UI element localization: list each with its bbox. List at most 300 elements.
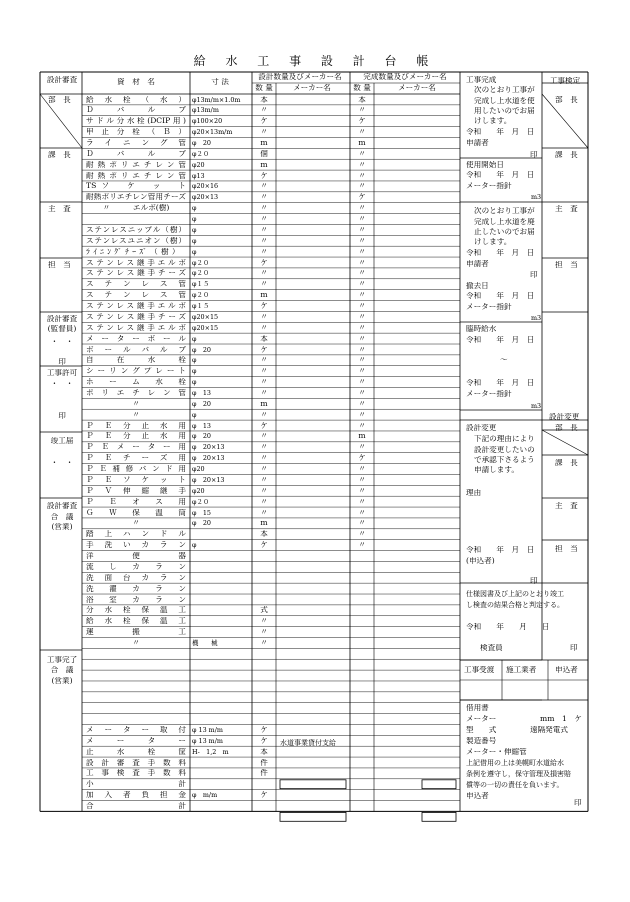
material-dimension: φ bbox=[192, 378, 197, 387]
design-unit: 〃 bbox=[260, 215, 268, 224]
material-name: 分 水 栓 保 温 工 bbox=[86, 606, 186, 615]
design-unit: 〃 bbox=[260, 454, 268, 463]
change-text-1: 下記の理由により bbox=[474, 435, 535, 443]
material-name: 〃 エルボ(樹) bbox=[102, 204, 170, 213]
left-permit-dots: ・ ・ bbox=[50, 380, 74, 388]
material-name: 洗 面 台 カ ラ ン bbox=[86, 573, 186, 582]
header-done-qty: 数 量 bbox=[353, 84, 371, 92]
material-name: Ｐ Ｅ 分 止 水 用 bbox=[86, 421, 186, 430]
design-unit: ケ bbox=[260, 541, 268, 550]
loan-seal: 印 bbox=[574, 799, 582, 807]
header-dimension: 寸 法 bbox=[211, 78, 229, 86]
done-unit: 〃 bbox=[358, 541, 366, 550]
design-unit: ケ bbox=[260, 117, 268, 126]
material-name: Ｐ Ｅ ソ ケ ッ ト bbox=[86, 475, 186, 484]
change-reason: 理由 bbox=[466, 489, 482, 497]
material-name: ス テ ン レ ス 管 bbox=[86, 291, 186, 300]
material-name: 踏 上 ハ ン ド ル bbox=[86, 530, 186, 539]
material-dimension: φ 13 m/m bbox=[192, 736, 223, 745]
material-dimension: φ13m/m×1.0m bbox=[192, 95, 241, 104]
left-permit: 工事許可 bbox=[46, 369, 78, 377]
material-name: Ｐ Ｅ 分 止 水 用 bbox=[86, 432, 186, 441]
material-name: Ｐ Ｖ 伸 縮 継 手 bbox=[86, 486, 186, 495]
material-name: 甲 止 分 栓 （ Ｂ ） bbox=[86, 128, 186, 137]
header-design-qty: 数 量 bbox=[255, 84, 273, 92]
loan-note-1: 上記借用の上は美幌町水道給水 bbox=[466, 759, 564, 767]
material-dimension: φ 20 bbox=[192, 345, 211, 354]
done-applicant: 申請者 bbox=[466, 139, 489, 147]
left-review2-l1: 設計審査 bbox=[46, 315, 78, 323]
design-unit: 〃 bbox=[260, 356, 268, 365]
change-date: 令和 年 月 日 bbox=[466, 546, 535, 554]
header-done-maker: メーカー名 bbox=[398, 84, 436, 92]
design-unit: 〃 bbox=[260, 128, 268, 137]
material-name: メ ー タ ー ボ ー ル bbox=[86, 334, 186, 343]
left-bucho: 部 長 bbox=[48, 96, 71, 104]
material-name: 運 搬 工 bbox=[86, 628, 186, 637]
design-unit: 〃 bbox=[260, 269, 268, 278]
temp-tilde: ～ bbox=[500, 356, 508, 364]
done-unit: m bbox=[358, 432, 366, 441]
material-dimension: φ20×13m/m bbox=[192, 128, 233, 137]
contractor-label: 施工業者 bbox=[506, 666, 537, 674]
material-name: メ ー タ ー 取 付 bbox=[86, 725, 186, 734]
design-unit: 〃 bbox=[260, 247, 268, 256]
design-unit: 〃 bbox=[260, 225, 268, 234]
material-dimension: φ bbox=[192, 247, 197, 256]
left-complete-l1: 工事完了 bbox=[46, 656, 78, 664]
design-unit: m bbox=[260, 138, 268, 147]
material-name: Ｐ Ｅ オ ス 用 bbox=[86, 497, 186, 506]
done-unit: 〃 bbox=[358, 334, 366, 343]
stop-text-1: 次のとおり工事が bbox=[474, 207, 535, 215]
done-unit: 〃 bbox=[358, 486, 366, 495]
change-text-2: 設計変更したいの bbox=[474, 446, 535, 454]
material-name: ＰＥ補修バンド用 bbox=[86, 465, 186, 474]
material-dimension: φ 20×13 bbox=[192, 443, 225, 452]
material-name: 〃 bbox=[132, 410, 140, 419]
design-unit: ケ bbox=[260, 725, 268, 734]
done-unit: 〃 bbox=[358, 128, 366, 137]
removal-meter-reading: メーター指針 bbox=[466, 303, 512, 311]
done-unit: 〃 bbox=[358, 225, 366, 234]
done-unit: ケ bbox=[358, 117, 366, 126]
insp-shusa: 主 査 bbox=[555, 205, 578, 213]
done-unit: 〃 bbox=[358, 399, 366, 408]
material-dimension: φ 13 bbox=[192, 421, 211, 430]
grid-box bbox=[422, 780, 456, 789]
material-name: Ｄ バ ル ブ bbox=[86, 149, 186, 158]
loan-serial: 製造番号 bbox=[466, 737, 497, 745]
done-unit: 〃 bbox=[358, 280, 366, 289]
done-date: 令和 年 月 日 bbox=[466, 128, 535, 136]
inspection-text-1: 仕様図書及び上記のとおり竣工 bbox=[466, 590, 564, 598]
material-dimension: H- 1,2 m bbox=[192, 747, 229, 756]
design-unit: 件 bbox=[260, 758, 268, 767]
design-unit: 個 bbox=[260, 149, 268, 158]
material-dimension: φ 20 bbox=[192, 432, 211, 441]
done-unit: 〃 bbox=[358, 215, 366, 224]
left-completion-report: 竣工届 bbox=[50, 437, 74, 445]
document-title: 給 水 工 事 設 計 台 帳 bbox=[193, 54, 437, 68]
material-name: ステンレス継手エルボ bbox=[86, 302, 186, 311]
design-unit: 件 bbox=[260, 769, 268, 778]
design-unit: 〃 bbox=[260, 106, 268, 115]
material-name: 小 計 bbox=[86, 780, 186, 789]
material-dimension: φ 15 bbox=[192, 508, 211, 517]
stop-seal: 印 bbox=[530, 271, 538, 279]
design-unit: m bbox=[260, 291, 268, 300]
material-dimension: φ 13 bbox=[192, 388, 211, 397]
done-unit: 〃 bbox=[358, 378, 366, 387]
loan-title: 借用書 bbox=[466, 704, 489, 712]
design-unit: 〃 bbox=[260, 410, 268, 419]
design-unit: 〃 bbox=[260, 388, 268, 397]
done-text-1: 次のとおり工事が bbox=[474, 86, 535, 94]
material-dimension: φ bbox=[192, 541, 197, 550]
removal-date-value: 令和 年 月 日 bbox=[466, 292, 535, 300]
change-applicant: (申込者) bbox=[466, 557, 495, 565]
header-design-review: 設計審査 bbox=[46, 76, 78, 84]
done-unit: 〃 bbox=[358, 182, 366, 191]
material-dimension: φ bbox=[192, 410, 197, 419]
stop-text-2: 完成し上水道を廃 bbox=[474, 218, 535, 226]
done-text-2: 完成し上水道を使 bbox=[474, 97, 535, 105]
design-unit: 〃 bbox=[260, 236, 268, 245]
material-name: 工 事 検 査 手 数 料 bbox=[86, 769, 186, 778]
design-unit: 〃 bbox=[260, 312, 268, 321]
material-dimension: φ13m/m bbox=[192, 106, 219, 115]
done-unit: 〃 bbox=[358, 204, 366, 213]
material-dimension: φ 13 m/m bbox=[192, 725, 223, 734]
material-name: 給 水 栓 保 温 工 bbox=[86, 617, 186, 626]
material-dimension: φ２０ bbox=[192, 258, 210, 267]
design-unit: ケ bbox=[260, 302, 268, 311]
left-kacho: 課 長 bbox=[48, 151, 71, 159]
material-dimension: φ 20×13 bbox=[192, 475, 225, 484]
material-dimension: φ20×13 bbox=[192, 193, 219, 202]
done-unit: ケ bbox=[358, 193, 366, 202]
removal-date: 撤去日 bbox=[466, 282, 489, 290]
chg-shusa: 主 査 bbox=[555, 502, 578, 510]
done-unit: 〃 bbox=[358, 106, 366, 115]
material-name: Ｇ Ｗ 保 温 筒 bbox=[86, 508, 186, 517]
left-complete-l2: 合 議 bbox=[50, 666, 74, 674]
done-unit: 〃 bbox=[358, 388, 366, 397]
done-unit: 〃 bbox=[358, 356, 366, 365]
done-unit: 〃 bbox=[358, 236, 366, 245]
design-unit: 本 bbox=[260, 530, 268, 539]
material-dimension: φ 20 bbox=[192, 399, 211, 408]
material-dimension: φ 20 bbox=[192, 519, 211, 528]
material-dimension: φ bbox=[192, 356, 197, 365]
material-dimension: φ bbox=[192, 204, 197, 213]
material-name: 設 計 審 査 手 数 料 bbox=[86, 758, 186, 767]
material-dimension: φ 20 bbox=[192, 138, 211, 147]
done-unit: 〃 bbox=[358, 291, 366, 300]
design-unit: 〃 bbox=[260, 508, 268, 517]
material-dimension: φ bbox=[192, 225, 197, 234]
inspection-text-2: し検査の結果合格と判定する。 bbox=[466, 601, 564, 609]
material-name: 洗 濯 カ ラ ン bbox=[86, 584, 186, 593]
material-name: ス テ ン レ ス 管 bbox=[86, 280, 186, 289]
done-unit: 〃 bbox=[358, 149, 366, 158]
done-unit: 〃 bbox=[358, 465, 366, 474]
stop-text-3: 止したいのでお届 bbox=[474, 228, 535, 236]
left-review2-dots: ・ ・ bbox=[50, 338, 74, 346]
material-name: 自 在 水 栓 bbox=[86, 356, 186, 365]
material-name: 流 し カ ラ ン bbox=[86, 562, 186, 571]
design-unit: ケ bbox=[260, 171, 268, 180]
insp-design-change: 設計変更 bbox=[549, 413, 580, 421]
design-unit: 〃 bbox=[260, 378, 268, 387]
header-material-name: 資 材 名 bbox=[117, 78, 155, 86]
grid-box bbox=[422, 812, 456, 821]
loan-meter-size: mm 1 ケ bbox=[540, 715, 583, 723]
left-tanto: 担 当 bbox=[48, 261, 71, 269]
temp-date-2: 令和 年 月 日 bbox=[466, 379, 535, 387]
design-unit: 〃 bbox=[260, 443, 268, 452]
material-name: 洋 便 器 bbox=[86, 552, 186, 561]
material-dimension: φ20×15 bbox=[192, 323, 219, 332]
header-done-qty-group: 完成数量及びメーカー名 bbox=[363, 73, 447, 81]
loan-note-2: 条例を遵守し，保守管理及損害賠 bbox=[466, 770, 571, 778]
material-dimension: φ２０ bbox=[192, 291, 210, 300]
done-text-3: 用したいのでお届 bbox=[474, 107, 535, 115]
left-completion-dots: ・ ・ bbox=[50, 459, 74, 467]
use-start-date: 令和 年 月 日 bbox=[466, 171, 535, 179]
design-unit: ケ bbox=[260, 421, 268, 430]
done-text-4: けします。 bbox=[474, 117, 512, 125]
material-name: 〃 bbox=[132, 639, 140, 647]
temp-m3: m3 bbox=[531, 402, 542, 410]
design-unit: 式 bbox=[260, 606, 268, 615]
design-unit: ケ bbox=[260, 258, 268, 267]
material-dimension: φ100×20 bbox=[192, 117, 223, 126]
left-complete-l3: (営業) bbox=[51, 677, 73, 685]
material-name: 加 入 者 負 担 金 bbox=[86, 791, 186, 800]
insp-bucho: 部 長 bbox=[555, 96, 578, 104]
material-dimension: φ bbox=[192, 236, 197, 245]
applicant-label-3: 申込者 bbox=[555, 666, 578, 674]
material-dimension: φ20×16 bbox=[192, 182, 219, 191]
left-review2-seal: 印 bbox=[58, 358, 66, 366]
loan-note-3: 償等の一切の責任を負います。 bbox=[466, 781, 564, 789]
design-unit: 本 bbox=[260, 747, 268, 756]
change-seal: 印 bbox=[530, 577, 538, 585]
material-dimension: φ bbox=[192, 334, 197, 343]
left-permit-seal: 印 bbox=[58, 412, 66, 420]
loan-meter: メーター bbox=[466, 715, 497, 723]
design-unit: ケ bbox=[260, 791, 268, 800]
material-name: ボ ー ル バ ル ブ bbox=[86, 345, 186, 354]
header-inspection: 工事検定 bbox=[549, 77, 581, 85]
done-unit: 〃 bbox=[358, 323, 366, 332]
design-unit: 〃 bbox=[260, 367, 268, 376]
design-unit: 〃 bbox=[260, 497, 268, 506]
loan-applicant: 申込者 bbox=[466, 792, 489, 800]
insp-tanto: 担 当 bbox=[555, 261, 578, 269]
done-unit: 〃 bbox=[358, 443, 366, 452]
done-unit: 〃 bbox=[358, 475, 366, 484]
insp-kacho: 課 長 bbox=[555, 151, 578, 159]
design-unit: 〃 bbox=[260, 639, 268, 647]
material-dimension: φ２０ bbox=[192, 269, 210, 278]
design-unit: 本 bbox=[260, 334, 268, 343]
design-unit: 〃 bbox=[260, 475, 268, 484]
done-unit: 〃 bbox=[358, 258, 366, 267]
material-dimension: φ bbox=[192, 367, 197, 376]
material-name: 耐熱ポリエチレン管 bbox=[86, 160, 186, 169]
material-name: ポ リ エ チ レ ン 管 bbox=[86, 388, 186, 397]
change-text-4: 申請します。 bbox=[474, 466, 519, 474]
done-unit: 〃 bbox=[358, 160, 366, 169]
material-dimension: φ20 bbox=[192, 160, 205, 169]
done-seal: 印 bbox=[530, 151, 538, 159]
left-review3-l3: (営業) bbox=[51, 523, 73, 531]
material-name: 手 洗 い カ ラ ン bbox=[86, 541, 186, 550]
stop-text-4: けします。 bbox=[474, 238, 512, 246]
material-name: ﾗｲﾆﾝｸﾞﾁｰｽﾞ（樹） bbox=[86, 247, 183, 256]
material-name: サドル分水栓(DCIP用) bbox=[86, 117, 186, 126]
done-unit: 〃 bbox=[358, 345, 366, 354]
design-unit: m bbox=[260, 160, 268, 169]
done-unit: 〃 bbox=[358, 367, 366, 376]
stop-applicant: 申請者 bbox=[466, 260, 489, 268]
material-name: ラ イ ニ ン グ 管 bbox=[86, 138, 186, 147]
material-dimension: φ１５ bbox=[192, 280, 210, 289]
design-unit: 〃 bbox=[260, 628, 268, 637]
grid-box bbox=[280, 812, 346, 821]
temp-date-1: 令和 年 月 日 bbox=[466, 336, 535, 344]
left-review3-l2: 合 議 bbox=[50, 513, 74, 521]
material-name: 耐熱ポリエチレン管 bbox=[86, 171, 186, 180]
material-dimension: φ bbox=[192, 215, 197, 224]
done-unit: m bbox=[358, 138, 366, 147]
grid-line bbox=[542, 430, 588, 455]
material-dimension: φ２０ bbox=[192, 497, 210, 506]
material-dimension: φ m/m bbox=[192, 791, 218, 800]
material-name: Ｐ Ｅ チ ー ズ 用 bbox=[86, 454, 186, 463]
material-name: TSソ ケ ッ ト bbox=[86, 182, 186, 191]
design-unit: 〃 bbox=[260, 193, 268, 202]
loan-meter-expand: メーター・伸縮管 bbox=[466, 748, 527, 756]
material-dimension: φ２０ bbox=[192, 149, 210, 158]
design-unit: 〃 bbox=[260, 617, 268, 626]
done-unit: 〃 bbox=[358, 247, 366, 256]
design-unit: 〃 bbox=[260, 465, 268, 474]
chg-bucho: 部 長 bbox=[555, 424, 578, 432]
material-name: ステンレス継手エルボ bbox=[86, 323, 186, 332]
material-name: 浴 室 カ ラ ン bbox=[86, 595, 186, 604]
inspection-date: 令和 年 月 日 bbox=[466, 623, 550, 631]
material-name: 〃 bbox=[132, 519, 140, 528]
design-change-title: 設計変更 bbox=[466, 424, 497, 432]
material-name: 〃 bbox=[132, 399, 140, 408]
design-unit: m bbox=[260, 519, 268, 528]
chg-kacho: 課 長 bbox=[555, 459, 578, 467]
accept-label: 工事受渡 bbox=[464, 666, 495, 674]
material-name: Ｐ Ｅ メ ー タ ー 用 bbox=[86, 443, 186, 452]
done-unit: 〃 bbox=[358, 519, 366, 528]
done-unit: 〃 bbox=[358, 312, 366, 321]
design-unit: 〃 bbox=[260, 280, 268, 289]
material-name: ステンレスニップル（樹） bbox=[86, 225, 186, 234]
removal-m3: m3 bbox=[531, 314, 542, 322]
material-dimension: 機 械 bbox=[192, 639, 218, 647]
temp-meter-reading: メーター指針 bbox=[466, 390, 512, 398]
design-unit: ケ bbox=[260, 345, 268, 354]
left-review2-l2: (監督員) bbox=[47, 325, 77, 333]
material-name: ホ ー ム 水 栓 bbox=[86, 378, 186, 387]
inspector-seal: 印 bbox=[570, 644, 578, 652]
design-unit: 〃 bbox=[260, 204, 268, 213]
material-name: Ｄ バ ル ブ bbox=[86, 106, 186, 115]
left-shusa: 主 査 bbox=[48, 205, 71, 213]
material-dimension: φ20×15 bbox=[192, 312, 219, 321]
design-unit: 〃 bbox=[260, 486, 268, 495]
done-unit: 〃 bbox=[358, 269, 366, 278]
material-name: 耐熱ポリエチレン管用チーズ bbox=[86, 193, 186, 202]
material-name: 合 計 bbox=[86, 802, 186, 811]
material-dimension: φ20 bbox=[192, 486, 205, 495]
left-review3-l1: 設計審査 bbox=[46, 502, 78, 510]
temp-water: 臨時給水 bbox=[466, 325, 497, 333]
grid-box bbox=[280, 780, 346, 789]
done-unit: 〃 bbox=[358, 530, 366, 539]
material-name: ステンレス継手エルボ bbox=[86, 258, 186, 267]
use-start: 使用開始日 bbox=[466, 161, 504, 169]
done-unit: 〃 bbox=[358, 410, 366, 419]
design-unit: 〃 bbox=[260, 323, 268, 332]
design-unit: 〃 bbox=[260, 432, 268, 441]
done-unit: 〃 bbox=[358, 171, 366, 180]
done-unit: ケ bbox=[358, 454, 366, 463]
design-unit: 本 bbox=[260, 95, 268, 104]
material-dimension: φ20 bbox=[192, 465, 205, 474]
done-unit: 〃 bbox=[358, 421, 366, 430]
material-name: 止 水 栓 筐 bbox=[86, 747, 186, 756]
material-name: ステンレス継手チーズ bbox=[86, 312, 186, 321]
stop-date: 令和 年 月 日 bbox=[466, 249, 535, 257]
loan-type: 型 式 bbox=[466, 726, 497, 734]
header-work-done: 工事完成 bbox=[466, 76, 497, 84]
header-design-qty-group: 設計数量及びメーカー名 bbox=[258, 73, 342, 81]
design-unit: 〃 bbox=[260, 182, 268, 191]
meter-loan-label: 水道事業貸付支給 bbox=[280, 739, 336, 747]
material-name: シ ー リ ン グ プ レ ー ト bbox=[86, 367, 186, 376]
material-name: 給 水 栓 （ 水 ） bbox=[86, 95, 186, 104]
done-unit: 〃 bbox=[358, 497, 366, 506]
loan-remote: 遠隔発電式 bbox=[530, 726, 568, 734]
material-dimension: φ１５ bbox=[192, 302, 210, 311]
use-meter-reading: メーター指針 bbox=[466, 182, 512, 190]
material-dimension: φ 20×13 bbox=[192, 454, 225, 463]
done-unit: 本 bbox=[358, 95, 366, 104]
done-unit: 〃 bbox=[358, 508, 366, 517]
done-unit: 〃 bbox=[358, 302, 366, 311]
design-unit: m bbox=[260, 399, 268, 408]
material-name: ステンレス継手チーズ bbox=[86, 269, 186, 278]
material-name: ステンレスユニオン（樹） bbox=[86, 236, 186, 245]
change-text-3: で承認下さるよう bbox=[474, 456, 535, 464]
inspector-label: 検査員 bbox=[480, 644, 503, 652]
design-unit: ケ bbox=[260, 736, 268, 745]
material-dimension: φ13 bbox=[192, 171, 205, 180]
chg-tanto: 担 当 bbox=[555, 545, 578, 553]
material-name: メ ー タ ー bbox=[86, 736, 186, 745]
use-m3: m3 bbox=[531, 193, 542, 201]
